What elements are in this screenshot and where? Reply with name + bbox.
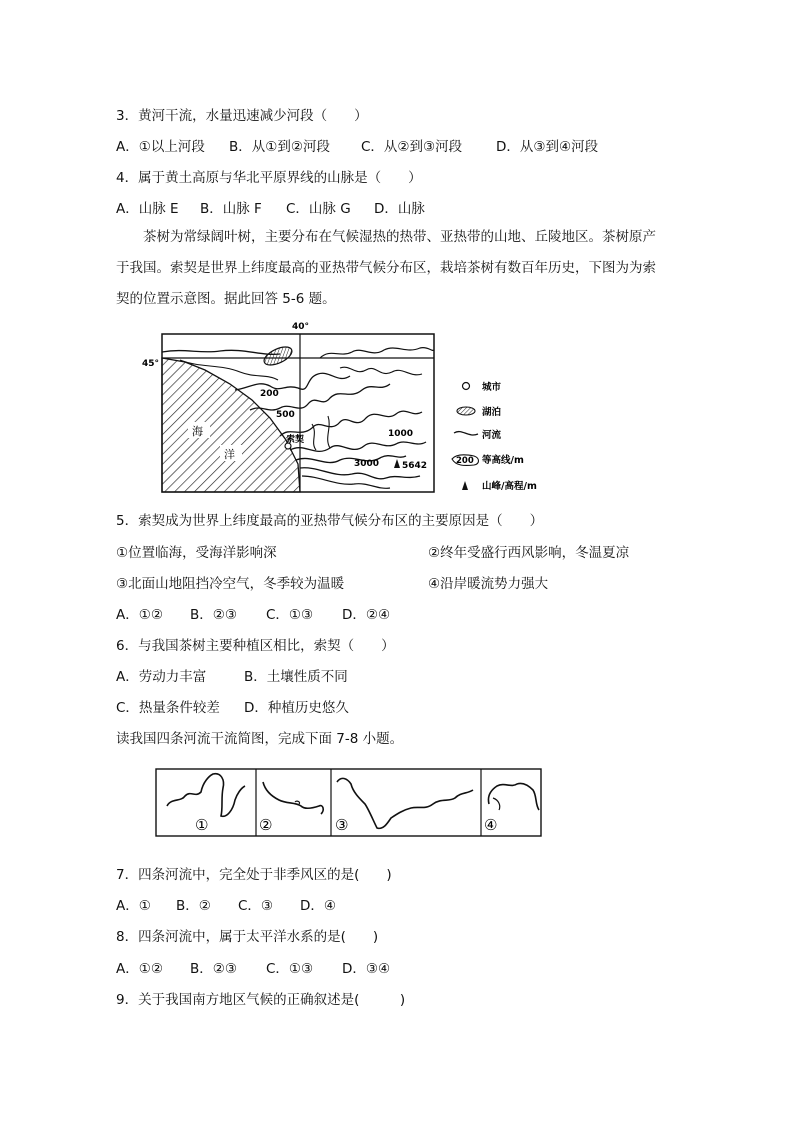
- q8-options: [116, 957, 390, 977]
- q6-option-d[interactable]: D．种植历史悠久: [244, 700, 349, 716]
- q5-option-a[interactable]: A．①②: [116, 607, 163, 623]
- q7-option-c[interactable]: C．③: [238, 898, 274, 914]
- q6-stem: 6．与我国茶树主要种植区相比，索契（ ）: [116, 638, 395, 654]
- q4-stem: 4．属于黄土高原与华北平原界线的山脉是（ ）: [116, 170, 422, 186]
- legend-peak-label: 山峰/高程/m: [482, 481, 537, 492]
- contour-500: 500: [276, 410, 295, 420]
- four-rivers-figure: [155, 768, 543, 838]
- river-label-4: ④: [484, 816, 498, 834]
- river-label-3: ③: [335, 816, 349, 834]
- sochi-location-map: [140, 318, 565, 498]
- peak-label: 5642: [402, 461, 428, 471]
- q5-statement-2: ②终年受盛行西风影响，冬温夏凉: [428, 545, 630, 561]
- contour-1500-line: [290, 442, 426, 451]
- q6-option-c[interactable]: C．热量条件较差: [116, 700, 220, 716]
- lake-icon: [261, 343, 294, 368]
- q5-option-b[interactable]: B．②③: [190, 607, 237, 623]
- q8-stem: 8．四条河流中，属于太平洋水系的是( ): [116, 929, 379, 945]
- contour-northern-line: [320, 348, 434, 358]
- q4-option-c[interactable]: C．山脉 G: [286, 201, 351, 217]
- passage-rivers: 读我国四条河流干流简图，完成下面 7-8 小题。: [116, 731, 404, 747]
- contour-3000: 3000: [354, 459, 380, 469]
- q3-stem: 3．黄河干流，水量迅速减少河段（ ）: [116, 108, 368, 124]
- contour-1000: 1000: [388, 429, 414, 439]
- lon-label: 40°: [292, 322, 310, 332]
- q5-statement-3: ③北面山地阻挡冷空气，冬季较为温暖: [116, 576, 345, 592]
- q7-option-d[interactable]: D．④: [300, 898, 336, 914]
- legend-contour-sample: 200: [456, 456, 474, 466]
- river-label-1: ①: [195, 816, 209, 834]
- passage-line-2: 于我国。索契是世界上纬度最高的亚热带气候分布区，栽培茶树有数百年历史，下图为为索: [116, 260, 656, 276]
- northern-river: [162, 350, 280, 354]
- q6-options-row-2: [116, 696, 349, 716]
- q8-option-a[interactable]: A．①②: [116, 961, 163, 977]
- q3-options: [116, 135, 598, 155]
- q8-option-b[interactable]: B．②③: [190, 961, 237, 977]
- q5-options: [116, 603, 390, 623]
- legend-lake-label: 湖泊: [482, 407, 502, 418]
- q3-option-d[interactable]: D．从③到④河段: [496, 139, 599, 155]
- q7-option-b[interactable]: B．②: [176, 898, 211, 914]
- q6-option-a[interactable]: A．劳动力丰富: [116, 669, 207, 685]
- legend-river-label: 河流: [482, 430, 502, 441]
- q7-stem: 7．四条河流中，完全处于非季风区的是( ): [116, 867, 392, 883]
- q3-option-b[interactable]: B．从①到②河段: [229, 139, 330, 155]
- q5-option-c[interactable]: C．①③: [266, 607, 314, 623]
- q4-option-d[interactable]: D．山脉: [374, 201, 425, 217]
- lake-legend-icon: [457, 407, 475, 415]
- contour-200: 200: [260, 389, 279, 399]
- sea-label-1: 海: [192, 425, 203, 438]
- city-icon: [463, 383, 470, 390]
- city-label: 索契: [286, 435, 305, 445]
- q7-options: [116, 894, 336, 914]
- sea-label-2: 洋: [224, 448, 235, 461]
- q3-option-a[interactable]: A．①以上河段: [116, 139, 205, 155]
- peak-icon: [394, 459, 400, 468]
- contour-200-line: [235, 373, 350, 390]
- q4-option-a[interactable]: A．山脉 E: [116, 201, 179, 217]
- q6-option-b[interactable]: B．土壤性质不同: [244, 669, 348, 685]
- q4-options: [116, 197, 425, 217]
- lat-label: 45°: [142, 359, 160, 369]
- sea-area: [162, 358, 300, 492]
- passage-tea: [116, 222, 696, 315]
- river-line-2: [328, 416, 330, 448]
- q3-option-c[interactable]: C．从②到③河段: [361, 139, 463, 155]
- river-label-2: ②: [259, 816, 273, 834]
- contour-northern-line-2: [340, 367, 422, 375]
- q7-option-a[interactable]: A．①: [116, 898, 151, 914]
- q6-options-row-1: [116, 665, 348, 685]
- river-icon: [454, 432, 478, 435]
- peak-legend-icon: [462, 481, 468, 490]
- q8-option-c[interactable]: C．①③: [266, 961, 314, 977]
- legend-city-label: 城市: [482, 382, 502, 393]
- q5-statement-4: ④沿岸暖流势力强大: [428, 576, 549, 592]
- q5-statement-1: ①位置临海，受海洋影响深: [116, 545, 277, 561]
- passage-line-1: 茶树为常绿阔叶树，主要分布在气候湿热的热带、亚热带的山地、丘陵地区。茶树原产: [143, 229, 656, 245]
- legend-contour-label: 等高线/m: [482, 455, 524, 466]
- passage-line-3: 契的位置示意图。据此回答 5-6 题。: [116, 291, 336, 307]
- q8-option-d[interactable]: D．③④: [342, 961, 391, 977]
- contour-3000-line: [296, 456, 406, 463]
- q5-stem: 5．索契成为世界上纬度最高的亚热带气候分布区的主要原因是（ ）: [116, 513, 544, 529]
- q9-stem: 9．关于我国南方地区气候的正确叙述是( ): [116, 992, 406, 1008]
- q5-option-d[interactable]: D．②④: [342, 607, 391, 623]
- q4-option-b[interactable]: B．山脉 F: [200, 201, 262, 217]
